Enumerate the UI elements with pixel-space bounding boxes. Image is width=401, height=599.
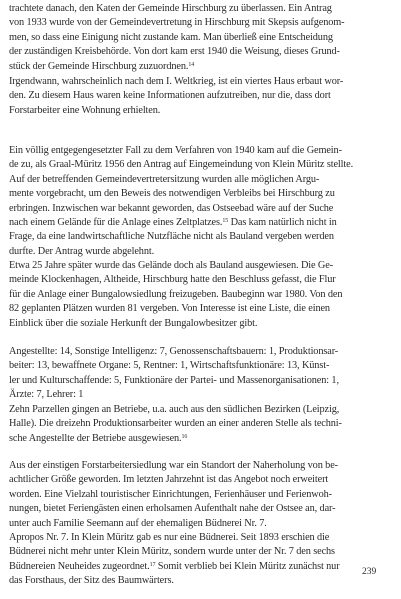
page-number: 239 (362, 567, 377, 577)
text-line: mente vorgebracht, um den Beweis des notwendigen Verbleibs bei Hirschburg zu (9, 188, 335, 200)
text-line: Auf der betreffenden Gemeindevertretersitzung wurden alle möglichen Argu- (9, 173, 320, 185)
paragraph-eingemeindung (9, 144, 381, 259)
text-line: Halle). Die dreizehn Produktionsarbeiter wurden an einer anderen Stelle als techni- (9, 418, 342, 430)
line-text: nach einem Gelände für die Anlage eines Zeltplatzes. (9, 216, 223, 228)
text-line: de zu, als Graal-Müritz 1956 den Antrag auf Eingemeindung von Klein Müritz stellte. (9, 159, 354, 171)
text-line: erbringen. Inzwischen war bekannt geworden, das Ostseebad wäre auf der Suche (9, 202, 334, 214)
text-line: Forstarbeiter eine Wohnung erhielten. (9, 104, 161, 116)
text-line: Frage, da eine landwirtschaftliche Nutzfläche nicht als Bauland vergeben werden (9, 231, 334, 243)
text-line: Einblick über die soziale Herkunft der Bungalowbesitzer gibt. (9, 317, 258, 329)
text-line: von 1933 wurde von der Gemeindevertretung in Hirschburg mit Skepsis aufgenom- (9, 17, 345, 29)
text-line: für die Anlage einer Bungalowsiedlung freizugeben. Baubeginn war 1980. Von den (9, 288, 343, 300)
text-line: ler und Kulturschaffende: 5, Funktionäre der Partei- und Massenorganisationen: 1, (9, 374, 339, 386)
text-line: durfte. Der Antrag wurde abgelehnt. (9, 245, 155, 257)
text-line: den. Zu diesem Haus waren keine Informationen aufzutreiben, nur die, dass dort (9, 90, 331, 102)
paragraph-bauland (9, 259, 381, 331)
text-line: unter auch Familie Seemann auf der ehemaligen Büdnerei Nr. 7. (9, 517, 267, 529)
text-line: Büdnerei nicht mehr unter Klein Müritz, sondern wurde unter der Nr. 7 den sechs (9, 546, 335, 558)
text-line: achtlicher Größe geworden. Im letzten Jahrzehnt ist das Angebot noch erweitert (9, 474, 329, 486)
line-text: stück der Gemeinde Hirschburg zuzuordnen. (9, 60, 189, 72)
text-line: men, so dass eine Einigung nicht zustande kam. Man überließ eine Entscheidung (9, 31, 333, 43)
text-line: Zehn Parzellen gingen an Betriebe, u.a. auch aus den südlichen Bezirken (Leipzig, (9, 404, 340, 415)
text-line: Aus der einstigen Forstarbeitersiedlung war ein Standort der Naherholung von be- (9, 460, 338, 471)
paragraph-parzellen (9, 403, 381, 446)
text-line (9, 432, 381, 446)
line-text: Büdnereien Neuheides zugeordnet. (9, 560, 150, 572)
text-line: beiter: 13, bewaffnete Organe: 5, Rentner: 1, Wirtschaftsfunktionäre: 13, Künst- (9, 360, 330, 372)
footnote-marker: 14 (188, 61, 195, 68)
footnote-marker: 16 (181, 433, 188, 440)
footnote-marker: 17 (149, 561, 156, 568)
text-line: das Forsthaus, der Sitz des Baumwärters. (9, 575, 174, 587)
text-line: trachtete danach, den Katen der Gemeinde Hirschburg zu überlassen. Ein Antrag (9, 3, 332, 14)
line-text: Somit verblieb bei Klein Müritz zunächst nur (155, 560, 340, 572)
text-line: Angestellte: 14, Sonstige Intelligenz: 7, Genossenschaftsbauern: 1, Produktionsar- (9, 346, 339, 357)
text-line: Ärzte: 7, Lehrer: 1 (9, 389, 84, 401)
text-line: der zuständigen Kreisbehörde. Von dort kam erst 1940 die Weisung, dieses Grund- (9, 46, 340, 58)
text-line: Apropos Nr. 7. In Klein Müritz gab es nur eine Büdnerei. Seit 1893 erschien die (9, 532, 330, 543)
text-line (9, 560, 381, 574)
text-line (9, 216, 381, 230)
paragraph-naherholung (9, 459, 381, 531)
text-line: Ein völlig entgegengesetzter Fall zu dem Verfahren von 1940 kam auf die Gemein- (9, 145, 342, 156)
footnote-marker: 15 (222, 217, 229, 224)
paragraph-apropos (9, 531, 381, 589)
text-line: nungen, bietet Feriengästen einen erholsamen Aufenthalt nahe der Ostsee an, dar- (9, 503, 336, 515)
text-line: Etwa 25 Jahre später wurde das Gelände doch als Bauland ausgewiesen. Die Ge- (9, 260, 333, 271)
text-line: worden. Eine Vielzahl touristischer Einrichtungen, Ferienhäuser und Ferienwoh- (9, 488, 332, 500)
paragraph-viertes-haus (9, 75, 381, 118)
text-line (9, 60, 381, 74)
text-line: 82 geplanten Plätzen wurden 81 vergeben. Von Interesse ist eine Liste, die einen (9, 303, 330, 315)
paragraph-katen (9, 2, 381, 74)
text-line: Irgendwann, wahrscheinlich nach dem I. Weltkrieg, ist ein viertes Haus erbaut wor- (9, 76, 344, 87)
text-line: meinde Klockenhagen, Altheide, Hirschburg hatte den Beschluss gefasst, die Flur (9, 274, 336, 286)
line-text: sche Angestellte der Betriebe ausgewiesen. (9, 432, 182, 444)
line-text: Das kam natürlich nicht in (228, 216, 337, 228)
paragraph-berufsliste (9, 345, 381, 403)
